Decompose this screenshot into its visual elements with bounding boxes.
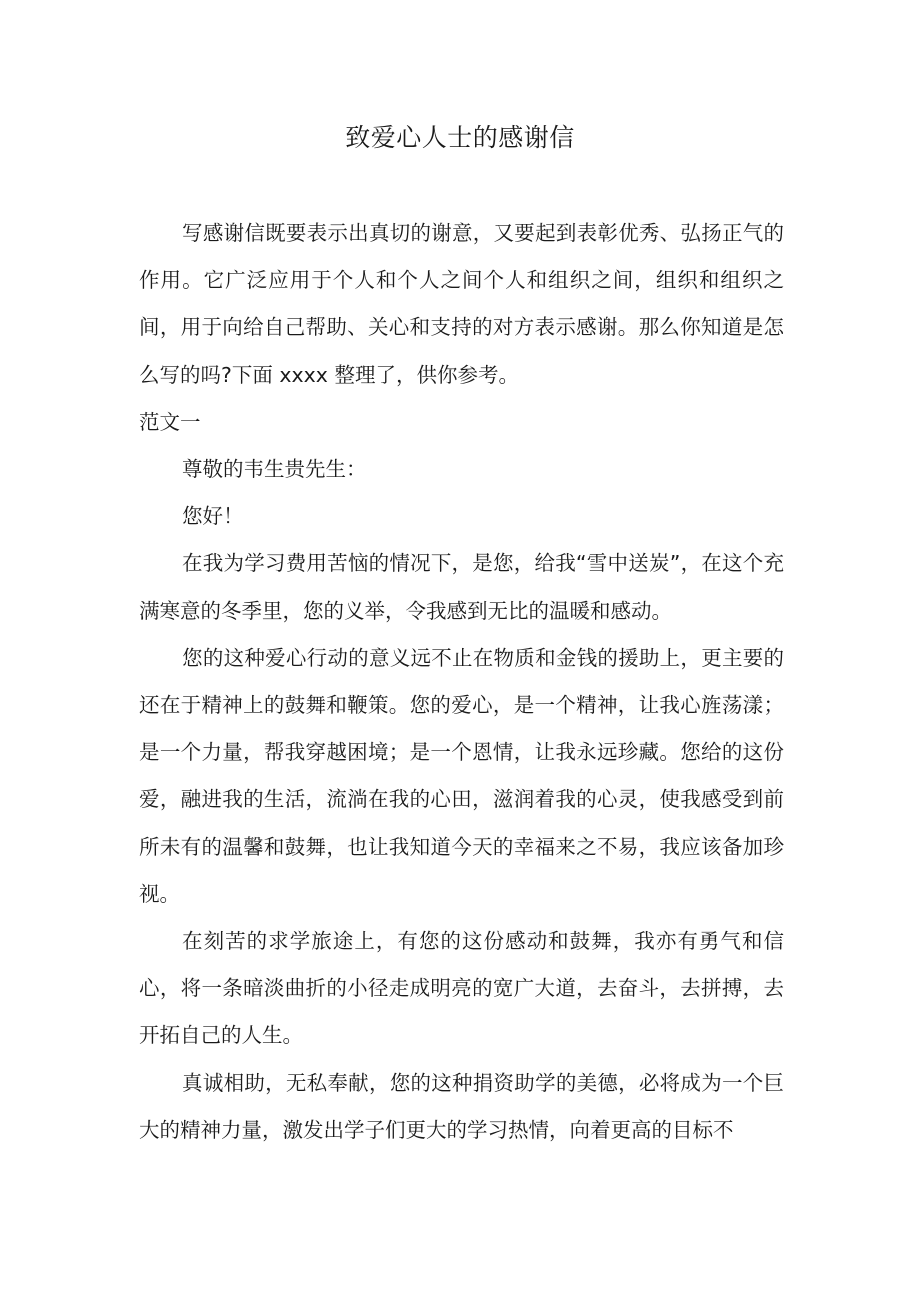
body-paragraph: 真诚相助，无私奉献，您的这种捐资助学的美德，必将成为一个巨大的精神力量，激发出学子们更大的学习热情，向着更高的目标不 bbox=[139, 1070, 784, 1142]
greeting: 您好！ bbox=[182, 504, 244, 529]
intro-paragraph: 写感谢信既要表示出真切的谢意，又要起到表彰优秀、弘扬正气的作用。它广泛应用于个人和个人之间个人和组织之间，组织和组织之间，用于向给自己帮助、关心和支持的对方表示感谢。那么你知道是怎么写的吗?下面 xxxx 整理了，供你参考。 bbox=[139, 221, 784, 387]
document-body bbox=[139, 210, 784, 1154]
document-title: 致爱心人士的感谢信 bbox=[345, 123, 575, 152]
body-paragraph: 您的这种爱心行动的意义远不止在物质和金钱的援助上，更主要的还在于精神上的鼓舞和鞭策。您的爱心，是一个精神，让我心旌荡漾；是一个力量，帮我穿越困境；是一个恩情，让我永远珍藏。您给的这份爱，融进我的生活，流淌在我的心田，滋润着我的心灵，使我感受到前所未有的温馨和鼓舞，也让我知道今天的幸福来之不易，我应该备加珍视。 bbox=[139, 645, 784, 906]
body-paragraph: 在我为学习费用苦恼的情况下，是您，给我“雪中送炭”，在这个充满寒意的冬季里，您的义举，令我感到无比的温暖和感动。 bbox=[139, 551, 784, 623]
salutation: 尊敬的韦生贵先生： bbox=[182, 457, 367, 482]
section-heading-sample-one: 范文一 bbox=[139, 409, 201, 434]
body-paragraph: 在刻苦的求学旅途上，有您的这份感动和鼓舞，我亦有勇气和信心，将一条暗淡曲折的小径走成明亮的宽广大道，去奋斗，去拼搏，去开拓自己的人生。 bbox=[139, 929, 784, 1048]
